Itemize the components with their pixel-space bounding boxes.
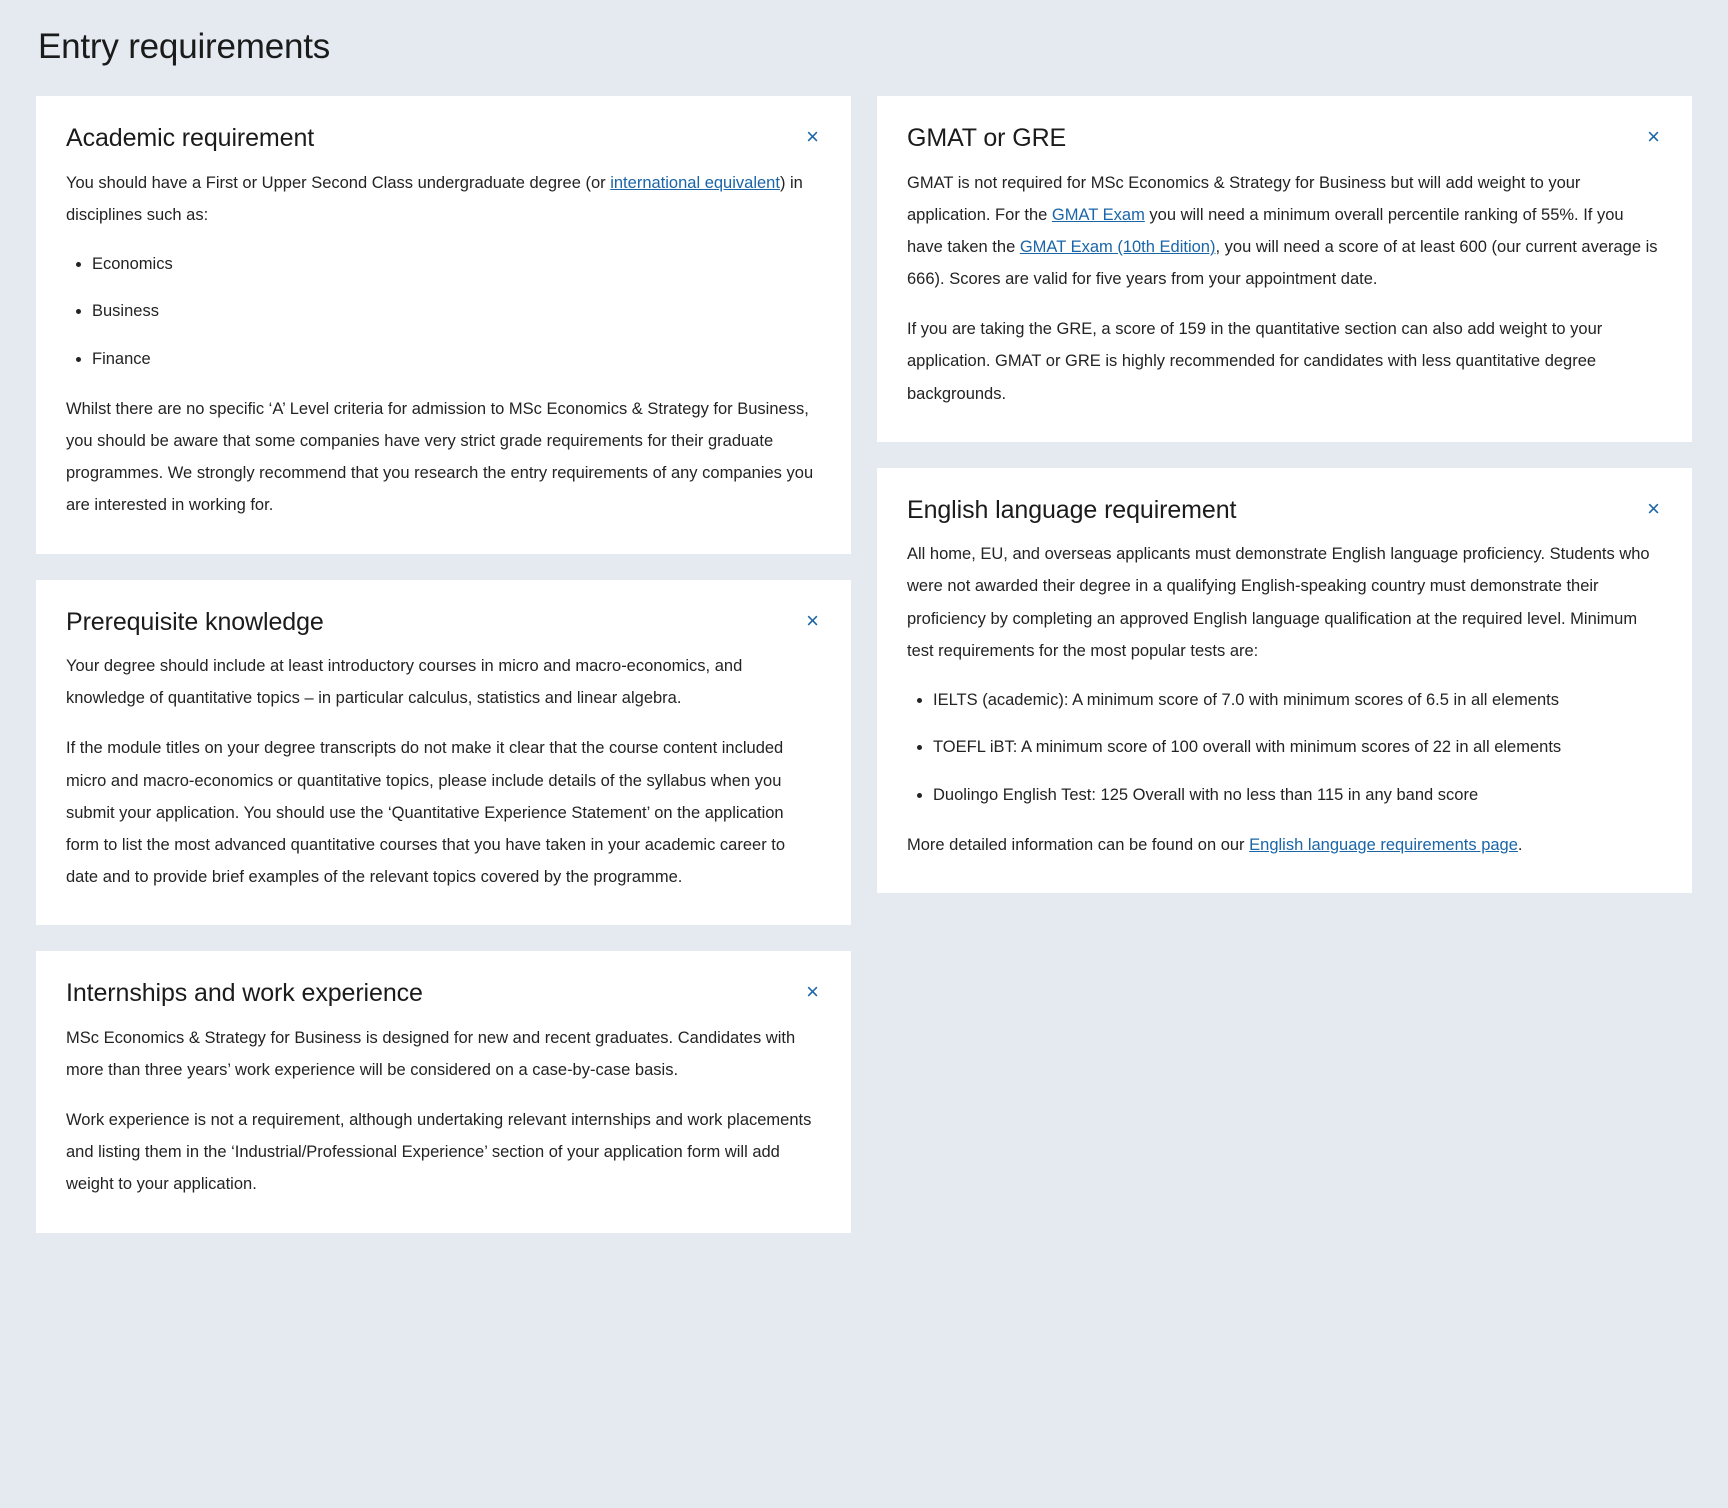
internships-paragraph-2: Work experience is not a requirement, although undertaking relevant internships and work placements and listing them in the ‘Industrial/Professional Experience’ section of your application form will add weight to your application. — [66, 1111, 812, 1194]
gmat-exam-10th-edition-link[interactable]: GMAT Exam (10th Edition) — [1019, 237, 1216, 256]
english-paragraph-1: All home, EU, and overseas applicants must demonstrate English language proficiency. Students who were not awarded their degree in a qualifying English-speaking country must demonstrate their proficiency by completing an approved English language qualification at the required level. Minimum test requirements for the most popular tests are: — [907, 545, 1650, 660]
close-icon[interactable]: × — [1637, 122, 1662, 152]
prerequisite-paragraph-1: Your degree should include at least introductory courses in micro and macro-economics, and knowledge of quantitative topics – in particular calculus, statistics and linear algebra. — [66, 657, 743, 708]
list-item: • TOEFL iBT: A minimum score of 100 overall with minimum scores of 22 in all elements — [933, 732, 1662, 763]
list-item: • Finance — [92, 344, 821, 375]
card-header — [907, 494, 1662, 539]
card-header — [66, 977, 821, 1022]
gmat-exam-link[interactable]: GMAT Exam — [1051, 205, 1145, 224]
cards-layout — [36, 96, 1692, 1233]
card-title-english: English language requirement — [907, 495, 1237, 524]
gmat-paragraph-1 — [907, 167, 1662, 296]
academic-paragraph-1 — [66, 167, 821, 231]
card-title-internships: Internships and work experience — [66, 979, 423, 1008]
list-item: • Duolingo English Test: 125 Overall with no less than 115 in any band score — [933, 780, 1662, 811]
international-equivalent-link[interactable]: international equivalent — [610, 173, 780, 192]
english-language-requirements-page-link[interactable]: English language requirements page — [1249, 835, 1518, 854]
close-icon[interactable]: × — [796, 977, 821, 1007]
list-item: • IELTS (academic): A minimum score of 7.0 with minimum scores of 6.5 in all elements — [933, 685, 1662, 716]
academic-disciplines-list — [66, 249, 821, 375]
card-title-prerequisite: Prerequisite knowledge — [66, 607, 324, 636]
close-icon[interactable]: × — [1637, 494, 1662, 524]
prerequisite-paragraph-2: If the module titles on your degree transcripts do not make it clear that the course content included micro and macro-economics or quantitative topics, please include details of the syllabus when you submit your application. You should use the ‘Quantitative Experience Statement’ on the application form to list the most advanced quantitative courses that you have taken in your academic career to date and to provide brief examples of the relevant topics covered by the programme. — [66, 739, 786, 887]
card-english-language-requirement — [877, 468, 1692, 893]
card-gmat-or-gre — [877, 96, 1692, 442]
gmat-p1-segment-c: , you will need a score of at least 600 (our current average is 666). Scores are valid for five years from your appointment date. — [907, 237, 1658, 289]
list-item: • Economics — [92, 249, 821, 280]
card-title-gmat: GMAT or GRE — [907, 124, 1067, 152]
card-header — [907, 122, 1662, 167]
close-icon[interactable]: × — [796, 606, 821, 636]
right-column — [877, 96, 1692, 893]
page-title: Entry requirements — [38, 27, 331, 66]
card-academic-requirement — [36, 96, 851, 554]
english-p2-text-after: . — [1517, 835, 1523, 854]
gmat-p1-segment-b: you will need a minimum overall percentile ranking of 55%. If you have taken the — [907, 205, 1624, 256]
english-paragraph-2 — [907, 829, 1662, 861]
english-p2-text-before: More detailed information can be found on our — [907, 835, 1250, 854]
left-column — [36, 96, 851, 1233]
card-header — [66, 606, 821, 651]
close-icon[interactable]: × — [796, 122, 821, 152]
academic-paragraph-2: Whilst there are no specific ‘A’ Level criteria for admission to MSc Economics & Strategy for Business, you should be aware that some companies have very strict grade requirements for their graduate programmes. We strongly recommend that you research the entry requirements of any companies you are interested in working for. — [66, 399, 814, 515]
english-tests-list — [907, 685, 1662, 811]
academic-p1-text-before: You should have a First or Upper Second Class undergraduate degree (or — [66, 173, 611, 192]
card-internships-work-experience — [36, 951, 851, 1232]
gmat-paragraph-2: If you are taking the GRE, a score of 159 in the quantitative section can also add weight to your application. GMAT or GRE is highly recommended for candidates with less quantitative degree backgrounds. — [907, 320, 1603, 403]
card-header — [66, 122, 821, 167]
card-title-academic: Academic requirement — [66, 124, 315, 152]
card-prerequisite-knowledge — [36, 580, 851, 926]
gmat-p1-segment-a: GMAT is not required for MSc Economics & Strategy for Business but will add weight to your application. For the — [907, 173, 1581, 224]
academic-p1-text-after: ) in disciplines such as: — [66, 173, 803, 224]
list-item: • Business — [92, 296, 821, 327]
internships-paragraph-1: MSc Economics & Strategy for Business is designed for new and recent graduates. Candidates with more than three years’ work experience will be considered on a case-by-case basis. — [66, 1028, 796, 1079]
